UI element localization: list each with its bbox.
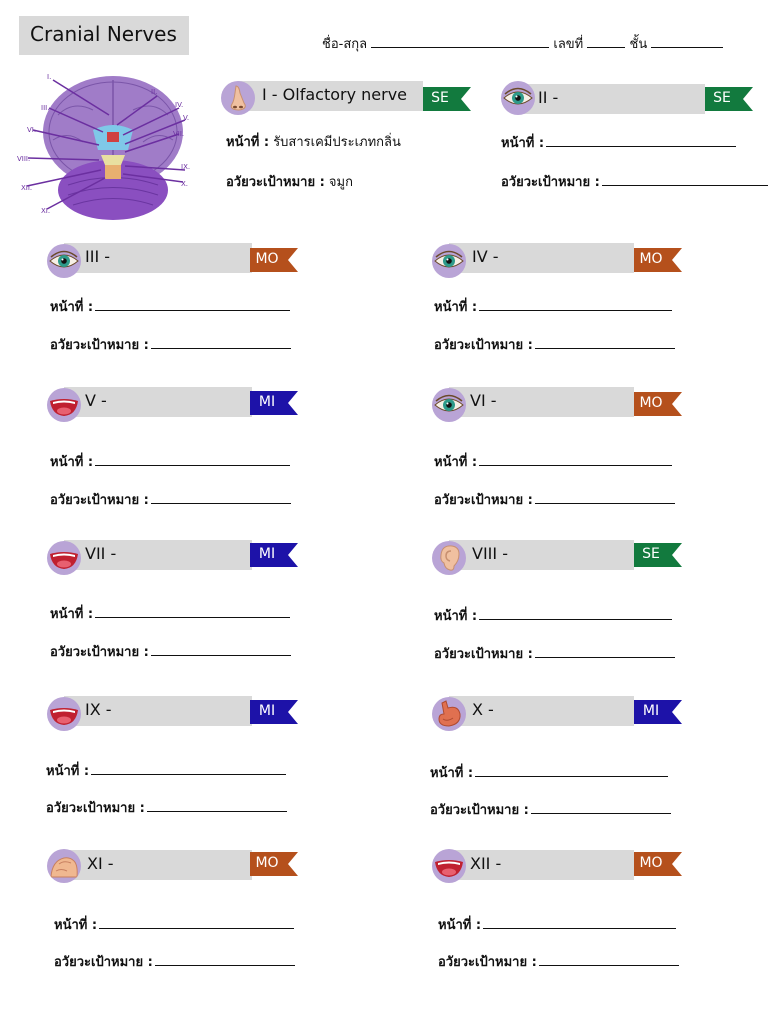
function-label: หน้าที่ : [434,609,478,624]
target-row [501,171,768,192]
function-label: หน้าที่ : [434,300,478,315]
nerve-type-text: MO [639,855,663,871]
target-answer-line[interactable] [539,953,679,966]
nerve-type-flag [250,852,298,876]
target-label: อวัยวะเป้าหมาย : [54,955,153,970]
target-label: อวัยวะเป้าหมาย : [438,955,537,970]
eye-icon [432,388,466,422]
target-label: อวัยวะเป้าหมาย : [50,338,149,353]
function-answer-line[interactable] [99,916,294,929]
nerve-type-text: SE [713,90,731,106]
function-label: หน้าที่ : [50,607,94,622]
number-label: เลขที่ [553,37,584,52]
target-label: อวัยวะเป้าหมาย : [50,493,149,508]
brain-label: VII. [173,130,185,138]
nerve-type-text: MO [255,251,279,267]
target-label: อวัยวะเป้าหมาย : [434,338,533,353]
function-label: หน้าที่ : [501,136,545,151]
target-row [50,334,291,355]
function-row [46,760,286,781]
target-answer-line[interactable] [151,643,291,656]
target-answer-line[interactable] [155,953,295,966]
nerve-type-flag [250,248,298,272]
nerve-type-flag [634,543,682,567]
nerve-type-text: MI [642,703,660,719]
function-answer-line[interactable] [91,762,286,775]
eye-icon [501,81,535,115]
nerve-label: IX - [85,700,112,719]
nerve-label: VI - [470,391,497,410]
target-label: อวัยวะเป้าหมาย : [226,175,325,190]
target-label: อวัยวะเป้าหมาย : [434,647,533,662]
target-row [226,171,353,192]
brain-label: V. [183,114,190,122]
title-box [19,16,189,55]
stomach-icon [432,697,466,731]
nerve-type-text: MI [258,703,276,719]
function-answer-line[interactable] [479,607,672,620]
function-label: หน้าที่ : [438,918,482,933]
function-row [434,296,672,317]
nerve-type-flag [634,392,682,416]
function-value: รับสารเคมีประเภทกลิ่น [269,135,401,150]
nerve-label: VIII - [472,544,508,563]
function-answer-line[interactable] [479,453,672,466]
function-row [50,451,290,472]
nerve-type-flag [250,700,298,724]
nerve-type-flag [634,248,682,272]
brain-label: III. [41,104,50,112]
target-answer-line[interactable] [531,801,671,814]
mouth-icon [47,541,81,575]
nerve-type-text: SE [431,90,449,106]
function-row [438,914,676,935]
nerve-label: X - [472,700,494,719]
target-label: อวัยวะเป้าหมาย : [501,175,600,190]
function-answer-line[interactable] [95,453,290,466]
function-label: หน้าที่ : [226,135,270,150]
function-label: หน้าที่ : [50,455,94,470]
target-label: อวัยวะเป้าหมาย : [434,493,533,508]
function-answer-line[interactable] [546,134,736,147]
ear-icon [432,541,466,575]
target-row [50,489,291,510]
function-label: หน้าที่ : [434,455,478,470]
target-row [50,641,291,662]
function-answer-line[interactable] [475,764,668,777]
brain-label: VI. [27,126,37,134]
function-row [54,914,294,935]
target-answer-line[interactable] [602,173,768,186]
nerve-label: IV - [472,247,499,266]
page-title: Cranial Nerves [30,22,177,46]
function-answer-line[interactable] [479,298,672,311]
mouth-icon [432,849,466,883]
function-label: หน้าที่ : [46,764,90,779]
eye-icon [432,244,466,278]
target-row [434,334,675,355]
target-answer-line[interactable] [535,491,675,504]
target-answer-line[interactable] [151,336,291,349]
function-row [501,132,736,153]
class-field[interactable] [651,35,723,48]
target-answer-line[interactable] [151,491,291,504]
target-row [430,799,671,820]
eye-icon [47,244,81,278]
nerve-type-text: MO [639,251,663,267]
shoulder-icon [47,849,81,883]
function-row [50,603,290,624]
function-row [434,605,672,626]
nerve-label: XII - [470,854,502,873]
target-label: อวัยวะเป้าหมาย : [46,801,145,816]
nerve-type-text: MI [258,546,276,562]
nerve-type-flag [423,87,471,111]
function-answer-line[interactable] [483,916,676,929]
nerve-label: V - [85,391,107,410]
nerve-type-flag [250,391,298,415]
function-row [226,131,401,152]
brain-label: I. [47,73,52,81]
function-row [430,762,668,783]
brain-label: IV. [175,101,184,109]
target-row [438,951,679,972]
brain-label: XII. [21,184,33,192]
nerve-label: VII - [85,544,117,563]
nerve-type-text: SE [642,546,660,562]
nerve-label: I - Olfactory nerve [262,85,408,104]
nerve-type-text: MO [639,395,663,411]
brain-label: II. [151,88,158,96]
function-label: หน้าที่ : [50,300,94,315]
mouth-icon [47,697,81,731]
function-row [50,296,290,317]
mouth-icon [47,388,81,422]
brain-label: X. [181,180,189,188]
nerve-label: XI - [87,854,114,873]
nerve-type-flag [634,700,682,724]
target-answer-line[interactable] [535,645,675,658]
nerve-label: III - [85,247,111,266]
nerve-type-text: MO [255,855,279,871]
student-info-fields [322,33,723,54]
target-label: อวัยวะเป้าหมาย : [430,803,529,818]
brain-label: XI. [41,207,51,215]
brain-label: IX. [181,163,191,171]
nerve-type-text: MI [258,394,276,410]
name-field[interactable] [371,35,549,48]
target-row [434,489,675,510]
target-row [46,797,287,818]
target-answer-line[interactable] [147,799,287,812]
target-label: อวัยวะเป้าหมาย : [50,645,149,660]
target-row [54,951,295,972]
nerve-type-flag [634,852,682,876]
name-label: ชื่อ-สกุล [322,37,368,52]
nose-icon [221,81,255,115]
nerve-label: II - [538,88,559,107]
target-row [434,643,675,664]
brain-label: VIII. [17,155,31,163]
brain-diagram [13,70,205,222]
number-field[interactable] [587,35,625,48]
nerve-type-flag [250,543,298,567]
function-answer-line[interactable] [95,605,290,618]
class-label: ชั้น [629,37,648,52]
target-value: จมูก [324,175,353,190]
target-answer-line[interactable] [535,336,675,349]
function-row [434,451,672,472]
function-answer-line[interactable] [95,298,290,311]
function-label: หน้าที่ : [430,766,474,781]
nerve-type-flag [705,87,753,111]
function-label: หน้าที่ : [54,918,98,933]
